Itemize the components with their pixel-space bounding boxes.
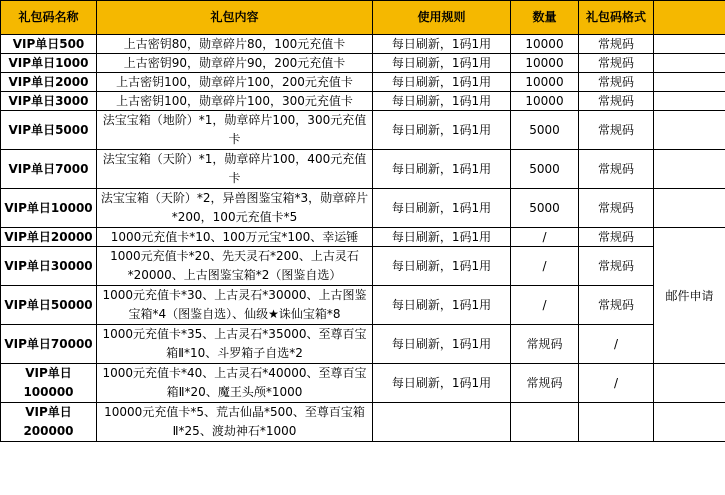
row-rule: 每日刷新，1码1用 — [373, 247, 511, 286]
row-name: VIP单日3000 — [1, 92, 97, 111]
header-row — [1, 1, 725, 35]
row-extra — [654, 111, 725, 150]
row-content: 上古密钥100，勋章碎片100，300元充值卡 — [97, 92, 373, 111]
row-name: VIP单日70000 — [1, 325, 97, 364]
row-rule: 每日刷新，1码1用 — [373, 364, 511, 403]
row-content: 上古密钥90，勋章碎片90，200元充值卡 — [97, 54, 373, 73]
row-extra — [654, 54, 725, 73]
row-name: VIP单日500 — [1, 35, 97, 54]
row-content: 1000元充值卡*40、上古灵石*40000、至尊百宝箱Ⅱ*20、魔王头颅*1000 — [97, 364, 373, 403]
header-name: 礼包码名称 — [1, 1, 97, 35]
mail-apply-cell: 邮件申请 — [654, 228, 725, 364]
row-extra — [654, 403, 725, 442]
row-content: 10000元充值卡*5、荒古仙晶*500、至尊百宝箱Ⅱ*25、渡劫神石*1000 — [97, 403, 373, 442]
row-format: 常规码 — [579, 286, 654, 325]
row-name: VIP单日200000 — [1, 403, 97, 442]
row-extra — [654, 189, 725, 228]
row-rule: 每日刷新，1码1用 — [373, 54, 511, 73]
row-quantity: 10000 — [511, 92, 579, 111]
row-content: 法宝宝箱（天阶）*2，异兽图鉴宝箱*3，勋章碎片*200，100元充值卡*5 — [97, 189, 373, 228]
row-rule: 每日刷新，1码1用 — [373, 111, 511, 150]
row-content: 1000元充值卡*10、100万元宝*100、幸运锤 — [97, 228, 373, 247]
table-row — [1, 73, 725, 92]
row-rule — [373, 403, 511, 442]
table-row — [1, 54, 725, 73]
table-row — [1, 286, 725, 325]
row-format: 常规码 — [579, 228, 654, 247]
row-quantity: 10000 — [511, 73, 579, 92]
row-name: VIP单日100000 — [1, 364, 97, 403]
row-quantity: / — [511, 247, 579, 286]
row-name: VIP单日5000 — [1, 111, 97, 150]
row-quantity: 5000 — [511, 189, 579, 228]
table-row — [1, 364, 725, 403]
row-rule: 每日刷新，1码1用 — [373, 150, 511, 189]
row-name: VIP单日50000 — [1, 286, 97, 325]
row-rule: 每日刷新，1码1用 — [373, 92, 511, 111]
row-rule: 每日刷新，1码1用 — [373, 35, 511, 54]
row-format: 常规码 — [579, 92, 654, 111]
row-rule: 每日刷新，1码1用 — [373, 286, 511, 325]
row-quantity: 5000 — [511, 150, 579, 189]
row-quantity: 常规码 — [511, 364, 579, 403]
row-extra — [654, 35, 725, 54]
row-content: 1000元充值卡*30、上古灵石*30000、上古图鉴宝箱*4（图鉴自选）、仙级★诛仙宝箱*8 — [97, 286, 373, 325]
table-row — [1, 35, 725, 54]
table-row — [1, 403, 725, 442]
row-name: VIP单日1000 — [1, 54, 97, 73]
row-format: 常规码 — [579, 111, 654, 150]
row-quantity: 10000 — [511, 54, 579, 73]
row-rule: 每日刷新，1码1用 — [373, 325, 511, 364]
row-extra — [654, 73, 725, 92]
row-quantity: 常规码 — [511, 325, 579, 364]
row-name: VIP单日7000 — [1, 150, 97, 189]
row-format: / — [579, 364, 654, 403]
row-name: VIP单日2000 — [1, 73, 97, 92]
row-format: / — [579, 325, 654, 364]
table-row — [1, 150, 725, 189]
row-rule: 每日刷新，1码1用 — [373, 189, 511, 228]
table-row — [1, 247, 725, 286]
row-quantity: 10000 — [511, 35, 579, 54]
row-format: 常规码 — [579, 247, 654, 286]
row-content: 上古密钥80，勋章碎片80，100元充值卡 — [97, 35, 373, 54]
header-content: 礼包内容 — [97, 1, 373, 35]
row-format: 常规码 — [579, 150, 654, 189]
row-format: 常规码 — [579, 35, 654, 54]
header-format: 礼包码格式 — [579, 1, 654, 35]
row-rule: 每日刷新，1码1用 — [373, 73, 511, 92]
row-content: 法宝宝箱（天阶）*1，勋章碎片100，400元充值卡 — [97, 150, 373, 189]
row-content: 1000元充值卡*35、上古灵石*35000、至尊百宝箱Ⅱ*10、斗罗箱子自选*2 — [97, 325, 373, 364]
table-row — [1, 228, 725, 247]
header-empty — [654, 1, 725, 35]
row-quantity: / — [511, 286, 579, 325]
table-row — [1, 325, 725, 364]
row-rule: 每日刷新，1码1用 — [373, 228, 511, 247]
table-row — [1, 92, 725, 111]
table-row — [1, 111, 725, 150]
row-quantity — [511, 403, 579, 442]
row-content: 法宝宝箱（地阶）*1，勋章碎片100，300元充值卡 — [97, 111, 373, 150]
row-extra — [654, 150, 725, 189]
row-name: VIP单日30000 — [1, 247, 97, 286]
row-format: 常规码 — [579, 73, 654, 92]
row-format: 常规码 — [579, 54, 654, 73]
row-name: VIP单日10000 — [1, 189, 97, 228]
row-extra — [654, 92, 725, 111]
header-rule: 使用规则 — [373, 1, 511, 35]
row-name: VIP单日20000 — [1, 228, 97, 247]
row-content: 1000元充值卡*20、先天灵石*200、上古灵石*20000、上古图鉴宝箱*2（图鉴自选） — [97, 247, 373, 286]
row-format — [579, 403, 654, 442]
row-content: 上古密钥100，勋章碎片100，200元充值卡 — [97, 73, 373, 92]
row-format: 常规码 — [579, 189, 654, 228]
row-quantity: / — [511, 228, 579, 247]
header-quantity: 数量 — [511, 1, 579, 35]
row-quantity: 5000 — [511, 111, 579, 150]
row-extra — [654, 364, 725, 403]
table-row — [1, 189, 725, 228]
